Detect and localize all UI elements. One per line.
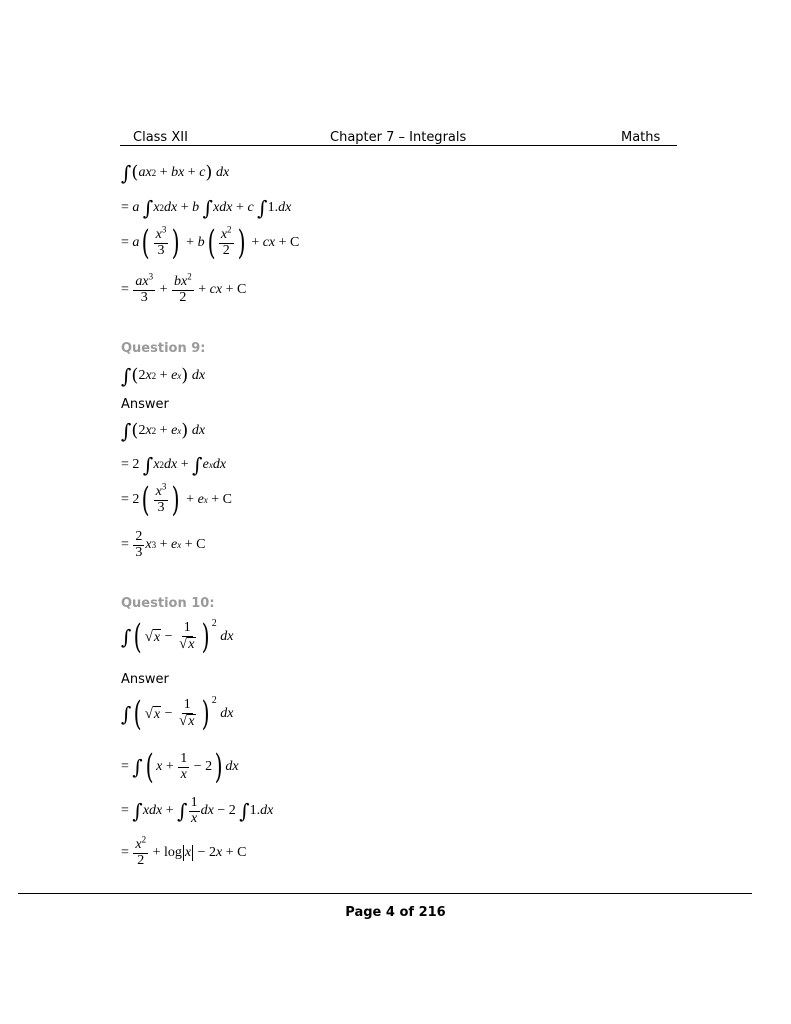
q10-step-4: = $\frac{x^2}{2}$ + log x − 2 x + C [121,834,247,868]
q8-step-3: = a ( $\frac{x^3}{3}$ ) + b ( $\frac{x^2}{2}$ ) + cx + C [121,223,300,263]
header-class: Class XII [133,130,188,145]
q10-step-3: = ∫ xdx + ∫ $\frac{1}{x}$ dx − 2 ∫ 1. dx [121,795,274,826]
q10-step-2: = ∫ ( x + $\frac{1}{x}$ − 2 ) dx [121,747,239,787]
q9-step-3: = 2 ( $\frac{x^3}{3}$ ) + e x + C [121,480,233,520]
question-10-expression: ∫ ( √ x − 1 √ x ) 2 dx [121,617,234,657]
q10-step-1: ∫ ( √ x − 1 √ x ) 2 dx [121,694,234,734]
header-subject: Maths [621,130,661,145]
question-10-label: Question 10: [121,596,215,611]
question-9-answer-label: Answer [121,397,169,412]
footer-divider [18,893,752,894]
question-10-answer-label: Answer [121,672,169,687]
q8-step-4: = $\frac{ax^3}{3}$ + $\frac{bx^2}{2}$ + cx + C [121,271,247,305]
header-chapter: Chapter 7 – Integrals [330,130,467,145]
q9-step-2: = 2 ∫ x 2 dx + ∫ e x dx [121,453,227,477]
header-divider [120,145,677,146]
question-9-expression: ∫ ( 2 x 2 + e x ) dx [121,364,206,388]
q8-step-1: ∫ ( ax 2 + bx + c ) dx [121,161,230,185]
page-number: Page 4 of 216 [345,905,446,920]
q8-step-2: = a ∫ x 2 dx + b ∫ xdx + c ∫ 1. dx [121,196,292,220]
q9-step-1: ∫ ( 2 x 2 + e x ) dx [121,419,206,443]
q9-step-4: = $\frac{2}{3}$ x 3 + e x + C [121,529,206,560]
question-9-label: Question 9: [121,341,206,356]
